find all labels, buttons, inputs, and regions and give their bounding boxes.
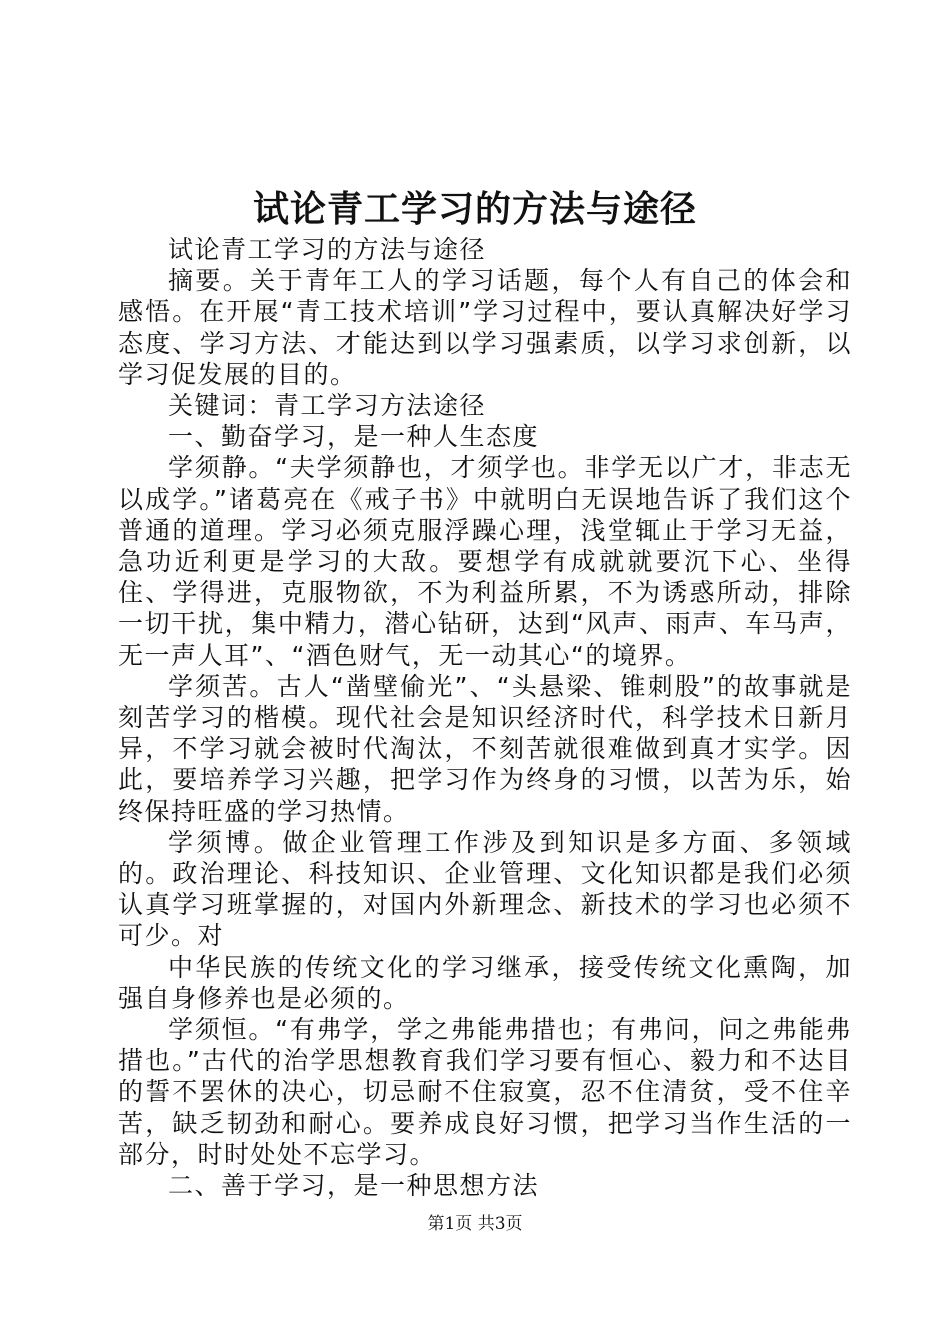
section-heading-1: 一、勤奋学习，是一种人生态度 [168, 422, 540, 452]
document-body [118, 234, 852, 1201]
paragraph-xue-xu-bo: 学须博。做企业管理工作涉及到知识是多方面、多领域的。政治理论、科技知识、企业管理、文化知识都是我们必须认真学习班掌握的，对国内外新理念、新技术的学习也必须不可少。对 [118, 827, 852, 951]
paragraph-xue-xu-jing: 学须静。“夫学须静也，才须学也。非学无以广才，非志无以成学。”诸葛亮在《戒子书》中就明白无误地告诉了我们这个普通的道理。学习必须克服浮躁心理，浅堂辄止于学习无益，急功近利更是学习的大敌。要想学有成就就要沉下心、坐得住、学得进，克服物欲，不为利益所累，不为诱惑所动，排除一切干扰，集中精力，潜心钻研，达到“风声、雨声、车马声，无一声人耳”、“酒色财气，无一动其心“的境界。 [118, 453, 852, 670]
paragraph-xue-xu-heng: 学须恒。“有弗学，学之弗能弗措也；有弗问，问之弗能弗措也。”古代的治学思想教育我们学习要有恒心、毅力和不达目的誓不罢休的决心，切忌耐不住寂寞，忍不住清贫，受不住辛苦，缺乏韧劲和耐心。要养成良好习惯，把学习当作生活的一部分，时时处处不忘学习。 [118, 1015, 852, 1169]
paragraph-keywords: 关键词：青工学习方法途径 [168, 391, 487, 421]
document-title: 试论青工学习的方法与途径 [252, 188, 697, 230]
paragraph-abstract: 摘要。关于青年工人的学习话题，每个人有自己的体会和感悟。在开展“青工技术培训”学习过程中，要认真解决好学习态度、学习方法、才能达到以学习强素质，以学习求创新，以学习促发展的目的。 [118, 266, 852, 389]
page-footer: 第1页 共3页 [427, 1214, 523, 1234]
section-heading-2: 二、善于学习，是一种思想方法 [168, 1171, 540, 1201]
paragraph-subtitle: 试论青工学习的方法与途径 [168, 235, 487, 264]
paragraph-xue-xu-ku: 学须苦。古人“凿壁偷光”、“头悬梁、锥刺股”的故事就是刻苦学习的楷模。现代社会是知识经济时代，科学技术日新月异，不学习就会被时代淘汰，不刻苦就很难做到真才实学。因此，要培养学习兴趣，把学习作为终身的习惯，以苦为乐，始终保持旺盛的学习热情。 [118, 671, 852, 826]
paragraph-traditional-culture: 中华民族的传统文化的学习继承，接受传统文化熏陶，加强自身修养也是必须的。 [118, 952, 852, 1013]
